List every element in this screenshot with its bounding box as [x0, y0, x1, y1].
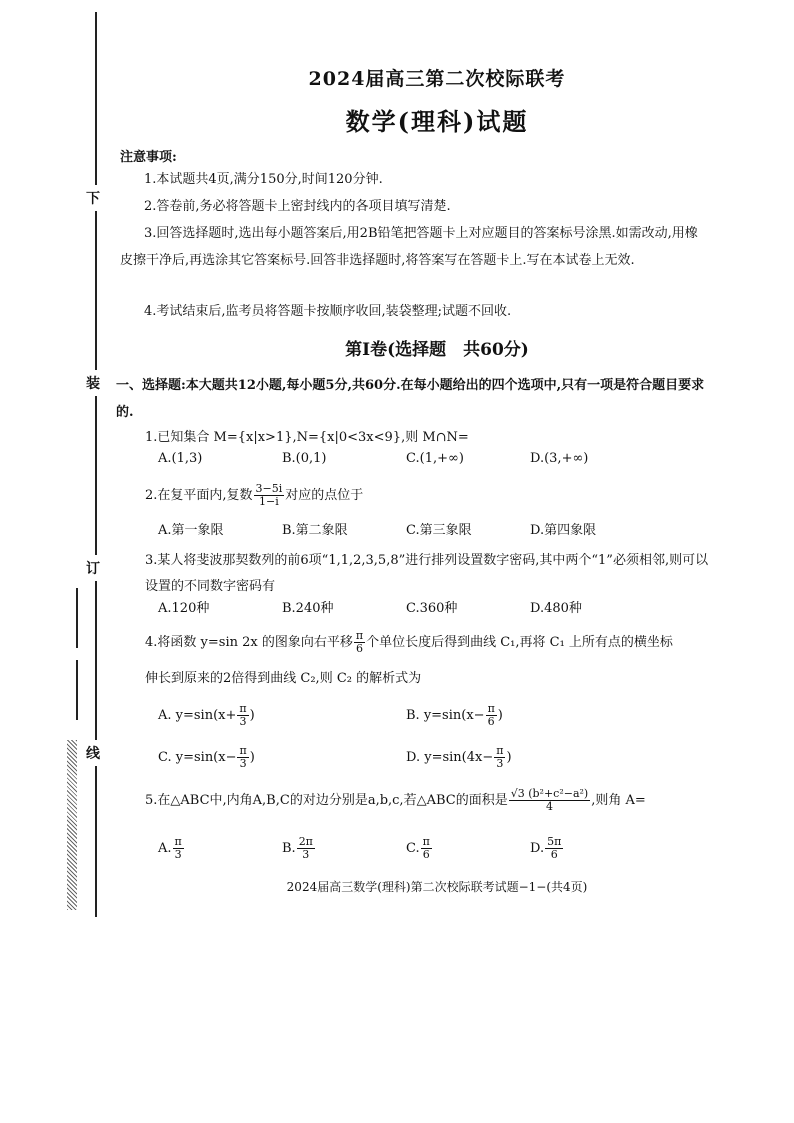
fraction-numerator: π: [355, 629, 364, 642]
fraction: [421, 836, 432, 861]
option-b: [406, 703, 503, 728]
question-4-stem: 4.将函数 y=sin 2x 的图象向右平移: [145, 635, 353, 650]
fraction-numerator: π: [239, 702, 247, 715]
option-a: [158, 703, 255, 728]
fraction-numerator: π: [174, 835, 182, 848]
option-d-close: ): [506, 750, 512, 765]
question-2-stem: 2.在复平面内,复数: [145, 488, 253, 503]
fraction: [237, 703, 248, 728]
option-a-close: ): [249, 708, 255, 723]
option-c-close: ): [249, 750, 255, 765]
binding-tick: [76, 660, 78, 720]
option-b-text: B.: [282, 841, 296, 856]
option-a: A.(1,3): [158, 451, 203, 466]
option-a: A.第一象限: [158, 523, 224, 538]
question-4-stem-cont: 个单位长度后得到曲线 C₁,再将 C₁ 上所有点的横坐标: [366, 635, 673, 650]
fraction: [237, 745, 248, 770]
option-c: [406, 836, 433, 861]
fraction-numerator: π: [239, 744, 247, 757]
fraction: [494, 745, 505, 770]
note-4: 4.考试结束后,监考员将答题卡按顺序收回,装袋整理;试题不回收.: [144, 304, 512, 319]
fraction: [545, 836, 563, 861]
question-5-stem: 5.在△ABC中,内角A,B,C的对边分别是a,b,c,若△ABC的面积是: [145, 793, 508, 808]
option-c: [158, 745, 255, 770]
fraction-denominator: 1−i: [259, 495, 279, 508]
option-c: C.360种: [406, 601, 458, 616]
notes-title: 注意事项:: [120, 150, 177, 165]
option-a-text: A. y=sin(x+: [158, 708, 237, 723]
binding-hatch: [67, 740, 77, 910]
fraction-numerator: π: [496, 744, 504, 757]
exam-title: 数学(理科)试题: [345, 107, 529, 136]
exam-header: 2024届高三第二次校际联考: [308, 68, 566, 90]
binding-mark-ding: 订: [86, 555, 100, 581]
question-1-options: [158, 451, 698, 477]
option-b: B.240种: [282, 601, 334, 616]
fraction-denominator: 6: [550, 848, 558, 861]
binding-mark-zhuang: 装: [86, 370, 100, 396]
option-d-text: D.: [530, 841, 545, 856]
binding-mark-xia: 下: [86, 185, 100, 211]
fraction-denominator: 6: [487, 715, 495, 728]
section-instruction: 一、选择题:本大题共12小题,每小题5分,共60分.在每小题给出的四个选项中,只有一项是符合题目要求的.: [116, 378, 705, 420]
option-d: D.第四象限: [530, 523, 597, 538]
note-1: 1.本试题共4页,满分150分,时间120分钟.: [144, 172, 383, 187]
option-c: C.(1,+∞): [406, 451, 464, 466]
option-c-text: C. y=sin(x−: [158, 750, 237, 765]
question-5: [145, 788, 710, 814]
fraction: [486, 703, 497, 728]
option-d-text: D. y=sin(4x−: [406, 750, 494, 765]
page-footer: 2024届高三数学(理科)第二次校际联考试题−1−(共4页): [286, 880, 588, 894]
fraction-denominator: 6: [422, 848, 430, 861]
fraction-numerator: √3 (b²+c²−a²): [510, 787, 589, 800]
fraction: [254, 483, 285, 508]
option-b: B.(0,1): [282, 451, 327, 466]
fraction: [354, 630, 365, 655]
question-5-stem-end: ,则角 A=: [591, 793, 646, 808]
question-2-options: [158, 519, 698, 545]
note-3: 3.回答选择题时,选出每小题答案后,用2B铅笔把答题卡上对应题目的答案标号涂黑.如需改动,用橡皮擦干净后,再选涂其它答案标号.回答非选择题时,将答案写在答题卡上.写在本试卷上无效.: [120, 226, 698, 268]
fraction-denominator: 3: [302, 848, 310, 861]
fraction: [173, 836, 184, 861]
fraction-denominator: 3: [239, 757, 247, 770]
fraction-denominator: 4: [545, 800, 553, 813]
fraction: [297, 836, 315, 861]
option-b-text: B. y=sin(x−: [406, 708, 485, 723]
question-3: 3.某人将斐波那契数列的前6项“1,1,2,3,5,8”进行排列设置数字密码,其中两个“1”必须相邻,则可以设置的不同数字密码有: [145, 553, 709, 594]
option-b: [282, 836, 316, 861]
fraction-denominator: 3: [174, 848, 182, 861]
option-a: [158, 836, 185, 861]
note-2: 2.答卷前,务必将答题卡上密封线内的各项目填写清楚.: [144, 199, 451, 214]
question-4-options-row1: [158, 703, 698, 729]
question-1: 1.已知集合 M={x|x>1},N={x|0<3x<9},则 M∩N=: [145, 430, 469, 445]
fraction-numerator: 3−5i: [255, 482, 283, 495]
binding-mark-xian: 线: [86, 740, 100, 766]
section-title: 第Ⅰ卷(选择题 共60分): [345, 340, 529, 360]
binding-tick: [76, 588, 78, 648]
question-5-options: [158, 836, 698, 862]
fraction-denominator: 3: [239, 715, 247, 728]
fraction-numerator: π: [422, 835, 430, 848]
fraction-denominator: 3: [496, 757, 504, 770]
question-2: [145, 483, 710, 509]
option-a: A.120种: [158, 601, 210, 616]
option-d: D.480种: [530, 601, 582, 616]
option-c-text: C.: [406, 841, 420, 856]
option-d: [406, 745, 512, 770]
binding-line: [95, 12, 97, 917]
option-b-close: ): [497, 708, 503, 723]
fraction: [509, 788, 591, 813]
question-3-options: [158, 597, 698, 623]
question-2-stem-end: 对应的点位于: [285, 488, 364, 503]
option-a-text: A.: [158, 841, 172, 856]
option-d: [530, 836, 564, 861]
fraction-numerator: 2π: [298, 835, 313, 848]
option-b: B.第二象限: [282, 523, 348, 538]
question-4-line2: 伸长到原来的2倍得到曲线 C₂,则 C₂ 的解析式为: [145, 671, 422, 686]
question-4: [145, 630, 710, 656]
option-d: D.(3,+∞): [530, 451, 589, 466]
question-4-options-row2: [158, 745, 698, 771]
fraction-numerator: π: [487, 702, 495, 715]
option-c: C.第三象限: [406, 523, 472, 538]
fraction-denominator: 6: [355, 642, 363, 655]
fraction-numerator: 5π: [547, 835, 562, 848]
